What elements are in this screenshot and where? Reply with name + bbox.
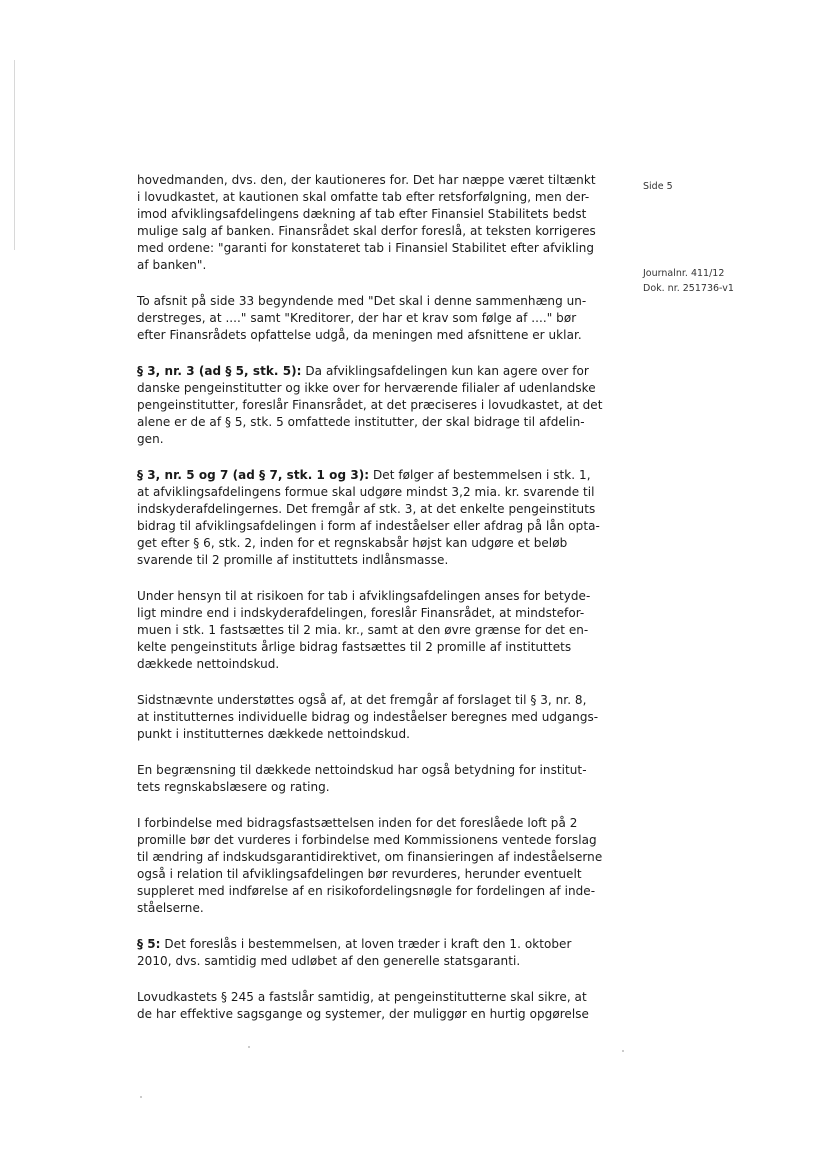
- section-heading: § 5:: [137, 937, 161, 951]
- section-heading: § 3, nr. 5 og 7 (ad § 7, stk. 1 og 3):: [137, 468, 370, 482]
- journal-number: Journalnr. 411/12: [643, 268, 725, 279]
- scan-speck: [248, 1046, 250, 1048]
- paragraph-text: To afsnit på side 33 begyndende med "Det skal i denne sammenhæng un- derstreges, at ...." samt "Kreditorer, der har et krav som følge af ...." bør efter Finansrådets opfattelse udgå, da meningen med afsnittene er uklar.: [137, 294, 587, 342]
- paragraph-text: Under hensyn til at risikoen for tab i afviklingsafdelingen anses for betyde- ligt mindre end i indskyderafdelingen, foreslår Finansrådet, at mindstefor- muen i stk. 1 fastsættes til 2 mia. kr., samt at den øvre grænse for det en- kelte pengeinstituts årlige bidrag fastsættes til 2 promille af instituttets dækkede nettoindskud.: [137, 589, 591, 671]
- paragraph-9: [137, 936, 607, 970]
- scan-speck: [622, 1050, 624, 1052]
- journal-reference: [643, 266, 734, 296]
- paragraph-text: Sidstnævnte understøttes også af, at det fremgår af forslaget til § 3, nr. 8, at institutternes individuelle bidrag og indeståelser beregnes med udgangs- punkt i institutternes dækkede nettoindskud.: [137, 693, 599, 741]
- paragraph-7: [137, 762, 607, 796]
- paragraph-2: [137, 293, 607, 344]
- paragraph-6: [137, 692, 607, 743]
- paragraph-text: En begrænsning til dækkede nettoindskud har også betydning for institut- tets regnskabslæsere og rating.: [137, 763, 587, 794]
- paragraph-1: [137, 172, 607, 274]
- paragraph-text: Da afviklingsafdelingen kun kan agere over for danske pengeinstitutter og ikke over for herværende filialer af udenlandske pengeinstitutter, foreslår Finansrådet, at det præciseres i lovudkastet, at det alene er de af § 5, stk. 5 omfattede institutter, der skal bidrage til afdelin- gen.: [137, 364, 603, 446]
- paragraph-10: [137, 989, 607, 1023]
- paragraph-3: [137, 363, 607, 448]
- paragraph-text: Lovudkastets § 245 a fastslår samtidig, at pengeinstitutterne skal sikre, at de har effektive sagsgange og systemer, der muliggør en hurtig opgørelse: [137, 990, 589, 1021]
- paragraph-text: Det foreslås i bestemmelsen, at loven træder i kraft den 1. oktober 2010, dvs. samtidig med udløbet af den generelle statsgaranti.: [137, 937, 572, 968]
- scan-edge-line: [14, 60, 15, 250]
- section-heading: § 3, nr. 3 (ad § 5, stk. 5):: [137, 364, 302, 378]
- paragraph-5: [137, 588, 607, 673]
- body-text: [137, 172, 607, 1042]
- document-number: Dok. nr. 251736-v1: [643, 283, 734, 294]
- paragraph-text: hovedmanden, dvs. den, der kautioneres for. Det har næppe været tiltænkt i lovudkastet, at kautionen skal omfatte tab efter retsforfølgning, men der- imod afviklingsafdelingens dækning af tab efter Finansiel Stabilitets bedst mulige salg af banken. Finansrådet skal derfor foreslå, at teksten korrigeres med ordene: "garanti for konstateret tab i Finansiel Stabilitet efter afvikling af banken".: [137, 173, 596, 272]
- paragraph-8: [137, 815, 607, 917]
- paragraph-text: Det følger af bestemmelsen i stk. 1, at afviklingsafdelingens formue skal udgøre mindst 3,2 mia. kr. svarende til indskyderafdelingernes. Det fremgår af stk. 3, at det enkelte pengeinstituts bidrag til afviklingsafdelingen i form af indeståelser eller afdrag på lån opta- get efter § 6, stk. 2, inden for et regnskabsår højst kan udgøre et beløb svarende til 2 promille af instituttets indlånsmasse.: [137, 468, 600, 567]
- paragraph-4: [137, 467, 607, 569]
- page-number-label: Side 5: [643, 181, 673, 192]
- paragraph-text: I forbindelse med bidragsfastsættelsen inden for det foreslåede loft på 2 promille bør det vurderes i forbindelse med Kommissionens ventede forslag til ændring af indskudsgarantidirektivet, om finansieringen af indeståelserne også i relation til afviklingsafdelingen bør revurderes, herunder eventuelt suppleret med indførelse af en risikofordelingsnøgle for fordelingen af inde- ståelserne.: [137, 816, 603, 915]
- scan-speck: [140, 1096, 142, 1098]
